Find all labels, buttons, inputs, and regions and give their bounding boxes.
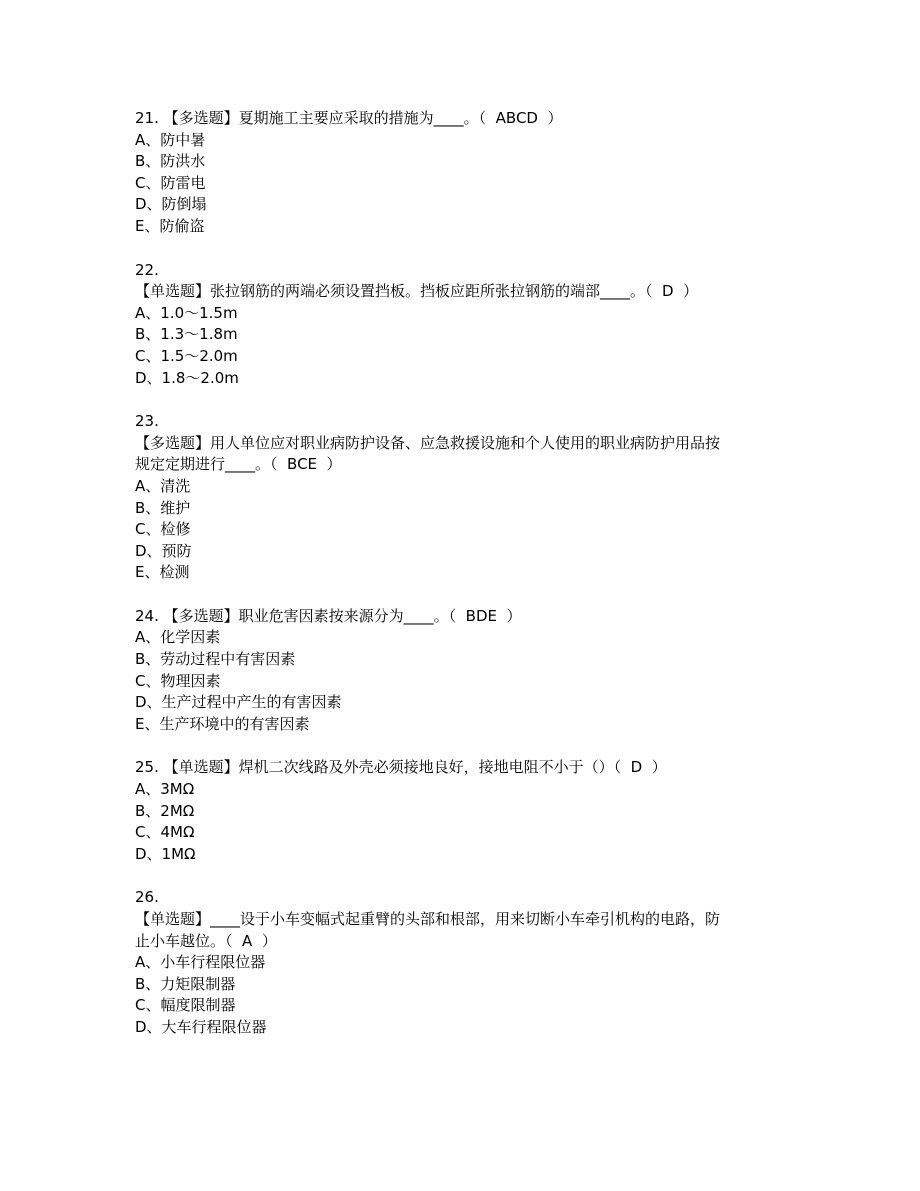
question-21-option-a: A、防中暑: [135, 130, 206, 149]
question-26-option-a: A、小车行程限位器: [135, 953, 266, 972]
question-22-option-d: D、1.8～2.0m: [135, 368, 239, 387]
question-23-option-e: E、检测: [135, 563, 190, 582]
question-25-option-b: B、2MΩ: [135, 801, 195, 820]
question-22-stem: 【单选题】张拉钢筋的两端必须设置挡板。挡板应距所张拉钢筋的端部____。（ D ）: [135, 282, 699, 301]
question-22: [135, 260, 795, 390]
question-24-option-e: E、生产环境中的有害因素: [135, 714, 310, 733]
question-23: [135, 411, 795, 584]
question-26: [135, 887, 795, 1038]
question-23-option-c: C、检修: [135, 520, 191, 539]
question-22-option-c: C、1.5～2.0m: [135, 346, 238, 365]
question-22-option-a: A、1.0～1.5m: [135, 303, 238, 322]
question-26-stem-line-1: 【单选题】____设于小车变幅式起重臂的头部和根部，用来切断小车牵引机构的电路，防: [135, 910, 721, 928]
question-26-stem-line-2: 止小车越位。（ A ）: [135, 931, 277, 950]
question-24-options: [135, 627, 795, 735]
question-24-option-c: C、物理因素: [135, 671, 221, 690]
question-25-option-a: A、3MΩ: [135, 780, 195, 799]
question-24-stem: 24. 【多选题】职业危害因素按来源分为____。（ BDE ）: [135, 606, 522, 625]
question-21: [135, 108, 795, 238]
question-22-options: [135, 303, 795, 389]
question-25-options: [135, 779, 795, 865]
question-26-option-b: B、力矩限制器: [135, 974, 236, 993]
question-21-stem: 21. 【多选题】夏期施工主要应采取的措施为____。（ ABCD ）: [135, 109, 563, 127]
question-25: [135, 757, 795, 865]
question-25-stem: 25. 【单选题】焊机二次线路及外壳必须接地良好，接地电阻不小于（）（ D ）: [135, 758, 667, 777]
question-24-option-a: A、化学因素: [135, 628, 221, 647]
question-23-options: [135, 476, 795, 584]
question-25-option-d: D、1MΩ: [135, 844, 196, 863]
question-26-option-c: C、幅度限制器: [135, 996, 236, 1015]
question-24-option-d: D、生产过程中产生的有害因素: [135, 693, 342, 712]
question-24: [135, 606, 795, 736]
question-26-options: [135, 952, 795, 1038]
question-23-stem-line-1: 【多选题】用人单位应对职业病防护设备、应急救援设施和个人使用的职业病防护用品按: [135, 433, 721, 452]
question-21-option-d: D、防倒塌: [135, 195, 207, 214]
question-21-option-e: E、防偷盗: [135, 216, 205, 235]
question-23-option-b: B、维护: [135, 498, 191, 517]
question-23-stem-line-2: 规定定期进行____。（ BCE ）: [135, 455, 342, 474]
question-26-option-d: D、大车行程限位器: [135, 1017, 267, 1036]
question-23-option-d: D、预防: [135, 541, 192, 560]
question-21-options: [135, 130, 795, 238]
question-23-option-a: A、清洗: [135, 476, 191, 495]
question-25-option-c: C、4MΩ: [135, 823, 195, 842]
question-21-option-b: B、防洪水: [135, 152, 206, 171]
question-22-number: 22.: [135, 260, 159, 279]
question-23-number: 23.: [135, 412, 159, 431]
question-page: [135, 108, 795, 1039]
question-22-option-b: B、1.3～1.8m: [135, 325, 238, 344]
question-24-option-b: B、劳动过程中有害因素: [135, 650, 296, 669]
question-26-number: 26.: [135, 888, 159, 907]
question-21-option-c: C、防雷电: [135, 173, 206, 192]
